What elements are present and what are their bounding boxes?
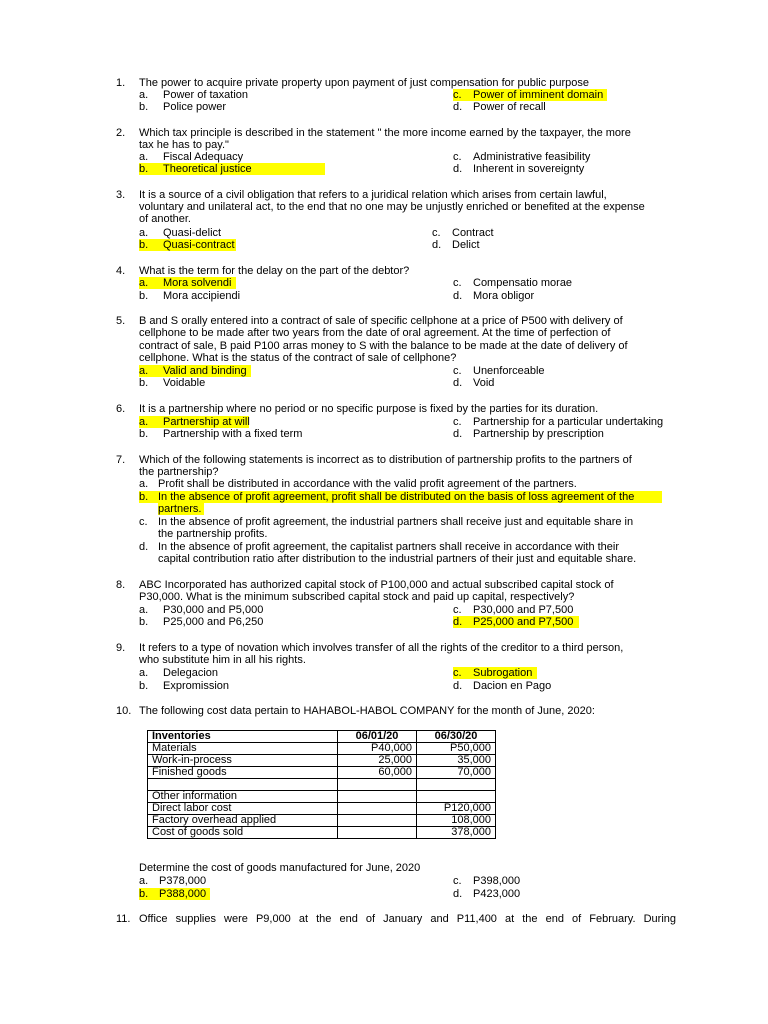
q4-option-c: c. Compensatio morae — [453, 277, 573, 289]
q6-option-a-answer: a. Partnership at will — [139, 416, 250, 428]
table-cell — [338, 779, 417, 791]
q1-number: 1. — [116, 77, 126, 89]
table-cell: Direct labor cost — [148, 803, 338, 815]
table-cell — [417, 791, 496, 803]
q3-option-d: d. Delict — [432, 239, 480, 251]
table-header-row — [148, 731, 496, 743]
q8-number: 8. — [116, 579, 126, 591]
q1-option-b: b. Police power — [139, 101, 226, 113]
q2-option-a: a. Fiscal Adequacy — [139, 151, 244, 163]
q6-number: 6. — [116, 403, 126, 415]
q9-stem-line2: who substitute him in all his rights. — [139, 654, 306, 666]
q4-option-d: d. Mora obligor — [453, 290, 535, 302]
q3-option-b-answer: b. Quasi-contract — [139, 239, 235, 251]
q7-stem-line2: the partnership? — [139, 466, 219, 478]
q8-stem-line2: P30,000. What is the minimum subscribed capital stock and paid up capital, respectively? — [139, 591, 575, 603]
table-cell — [148, 779, 338, 791]
q7-option-c-line2: the partnership profits. — [158, 528, 268, 540]
table-cell: Finished goods — [148, 767, 338, 779]
table-cell: P120,000 — [417, 803, 496, 815]
q5-stem-line1: B and S orally entered into a contract of sale of specific cellphone at a price of P500 with delivery of — [139, 315, 623, 327]
table-cell: P50,000 — [417, 743, 496, 755]
q5-stem-line3: contract of sale, B paid P100 arras money to S with the balance to be made at the date of delivery of — [139, 340, 628, 352]
q11-stem: Office supplies were P9,000 at the end of January and P11,400 at the end of February. During — [139, 913, 676, 925]
q1-option-d: d. Power of recall — [453, 101, 546, 113]
table-header-cell: 06/01/20 — [338, 731, 417, 743]
q7-option-d-line2: capital contribution ratio after distribution to the industrial partners of their just and equitable share. — [158, 553, 637, 565]
q7-option-d: d. In the absence of profit agreement, the capitalist partners shall receive in accordance with their — [139, 541, 620, 553]
q4-stem: What is the term for the delay on the part of the debtor? — [139, 265, 410, 277]
q10-option-d: d. P423,000 — [453, 888, 521, 900]
q1-stem: The power to acquire private property upon payment of just compensation for public purpose — [139, 77, 590, 89]
table-row — [148, 815, 496, 827]
table-row — [148, 743, 496, 755]
q8-option-d-answer: d. P25,000 and P7,500 — [453, 616, 579, 628]
table-row — [148, 803, 496, 815]
q5-stem-line4: cellphone. What is the status of the contract of sale of cellphone? — [139, 352, 457, 364]
table-row — [148, 767, 496, 779]
table-cell: 70,000 — [417, 767, 496, 779]
q5-stem-line2: cellphone to be made after two years from the date of oral agreement. At the time of perfection of — [139, 327, 611, 339]
q5-option-c: c. Unenforceable — [453, 365, 545, 377]
q4-number: 4. — [116, 265, 126, 277]
q9-option-b: b. Expromission — [139, 680, 230, 692]
q7-option-b-answer-line1: b. In the absence of profit agreement, profit shall be distributed on the basis of loss agreement of the — [139, 491, 662, 503]
q3-option-c: c. Contract — [432, 227, 494, 239]
table-row-empty — [148, 779, 496, 791]
q10-option-a: a. P378,000 — [139, 875, 207, 887]
q11-number: 11. — [116, 913, 131, 925]
q9-option-c-answer: c. Subrogation — [453, 667, 537, 679]
table-header-cell: 06/30/20 — [417, 731, 496, 743]
q10-option-c: c. P398,000 — [453, 875, 521, 887]
q5-option-b: b. Voidable — [139, 377, 206, 389]
q2-option-c: c. Administrative feasibility — [453, 151, 591, 163]
table-cell — [338, 803, 417, 815]
q6-stem: It is a partnership where no period or no specific purpose is fixed by the parties for its duration. — [139, 403, 599, 415]
table-cell: 60,000 — [338, 767, 417, 779]
q9-stem-line1: It refers to a type of novation which involves transfer of all the rights of the creditor to a third person, — [139, 642, 624, 654]
table-cell: 378,000 — [417, 827, 496, 839]
q9-option-d: d. Dacion en Pago — [453, 680, 552, 692]
q8-option-b: b. P25,000 and P6,250 — [139, 616, 264, 628]
table-cell: Factory overhead applied — [148, 815, 338, 827]
q10-number: 10. — [116, 705, 132, 717]
q2-stem-line1: Which tax principle is described in the statement " the more income earned by the taxpayer, the more — [139, 127, 631, 139]
table-cell: Materials — [148, 743, 338, 755]
q5-option-d: d. Void — [453, 377, 495, 389]
cost-data-table — [147, 730, 496, 839]
q6-option-c: c. Partnership for a particular undertaking — [453, 416, 664, 428]
q3-stem-line1: It is a source of a civil obligation that refers to a juridical relation which arises from certain lawful, — [139, 189, 607, 201]
q4-option-b: b. Mora accipiendi — [139, 290, 241, 302]
table-cell: Other information — [148, 791, 338, 803]
q7-option-c: c. In the absence of profit agreement, the industrial partners shall receive just and equitable share in — [139, 516, 634, 528]
table-cell: P40,000 — [338, 743, 417, 755]
table-row — [148, 791, 496, 803]
q7-option-a: a. Profit shall be distributed in accordance with the valid profit agreement of the partners. — [139, 478, 577, 490]
q7-stem-line1: Which of the following statements is incorrect as to distribution of partnership profits to the partners of — [139, 454, 632, 466]
table-cell: 35,000 — [417, 755, 496, 767]
q5-number: 5. — [116, 315, 126, 327]
q10-option-b-answer: b. P388,000 — [139, 888, 210, 900]
q4-option-a-answer: a. Mora solvendi — [139, 277, 236, 289]
table-cell: 25,000 — [338, 755, 417, 767]
q9-number: 9. — [116, 642, 126, 654]
q10-question: Determine the cost of goods manufactured for June, 2020 — [139, 862, 421, 874]
q1-option-c-answer: c. Power of imminent domain — [453, 89, 607, 101]
q2-option-b-answer: b. Theoretical justice — [139, 163, 325, 175]
table-cell: 108,000 — [417, 815, 496, 827]
q3-stem-line2: voluntary and unilateral act, to the end that no one may be unjustly enriched or benefited at the expense — [139, 201, 645, 213]
q2-number: 2. — [116, 127, 126, 139]
q7-number: 7. — [116, 454, 126, 466]
q3-number: 3. — [116, 189, 126, 201]
q9-option-a: a. Delegacion — [139, 667, 219, 679]
q5-option-a-answer: a. Valid and binding — [139, 365, 251, 377]
q8-option-c: c. P30,000 and P7,500 — [453, 604, 574, 616]
q2-stem-line2: tax he has to pay." — [139, 139, 229, 151]
q7-option-b-answer-line2: partners. — [158, 503, 204, 515]
table-cell — [338, 815, 417, 827]
q2-option-d: d. Inherent in sovereignty — [453, 163, 585, 175]
table-cell: Work-in-process — [148, 755, 338, 767]
q8-option-a: a. P30,000 and P5,000 — [139, 604, 264, 616]
table-cell — [338, 827, 417, 839]
table-cell — [417, 779, 496, 791]
table-row — [148, 827, 496, 839]
q10-stem: The following cost data pertain to HAHABOL-HABOL COMPANY for the month of June, 2020: — [139, 705, 595, 717]
q3-stem-line3: of another. — [139, 213, 191, 225]
table-row — [148, 755, 496, 767]
table-header-cell: Inventories — [148, 731, 338, 743]
q3-option-a: a. Quasi-delict — [139, 227, 222, 239]
q1-option-a: a. Power of taxation — [139, 89, 248, 101]
table-cell: Cost of goods sold — [148, 827, 338, 839]
q6-option-d: d. Partnership by prescription — [453, 428, 604, 440]
q6-option-b: b. Partnership with a fixed term — [139, 428, 303, 440]
q8-stem-line1: ABC Incorporated has authorized capital stock of P100,000 and actual subscribed capital stock of — [139, 579, 614, 591]
table-cell — [338, 791, 417, 803]
